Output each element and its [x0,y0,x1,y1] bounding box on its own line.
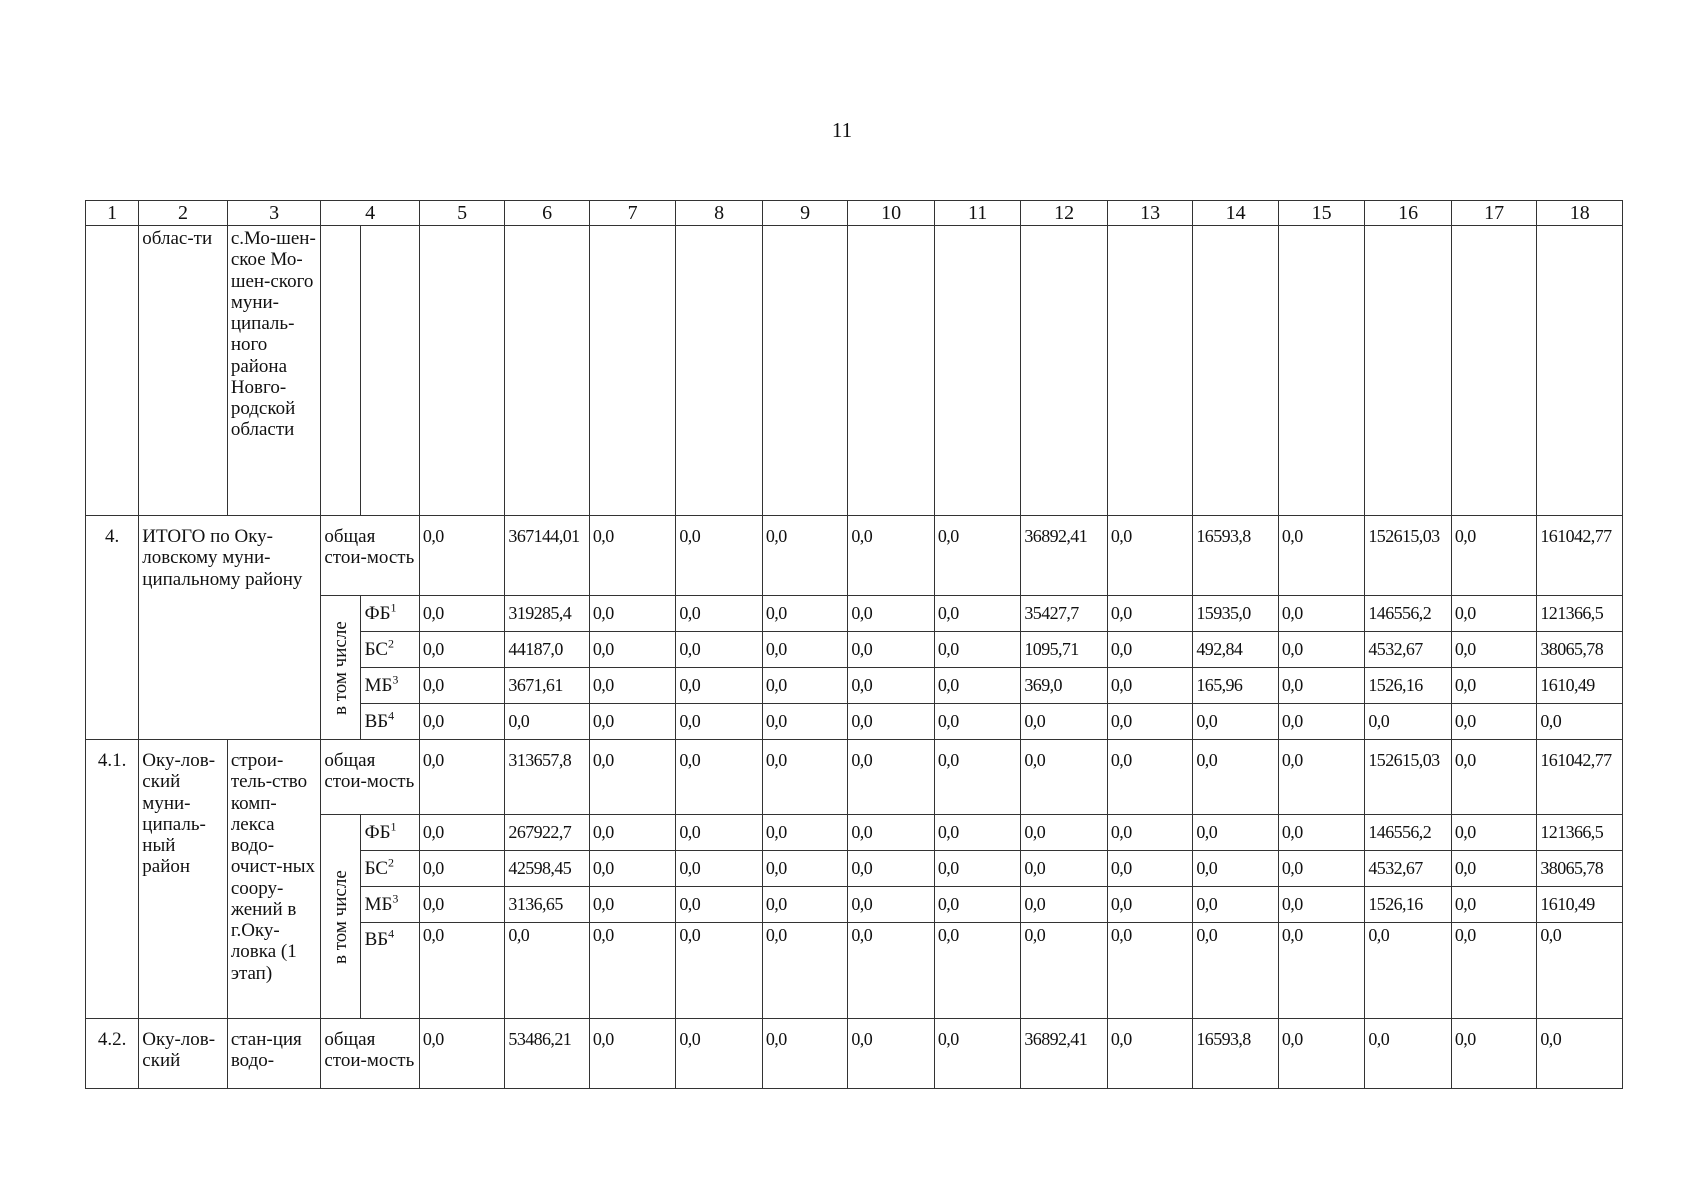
column-header-6: 6 [505,201,589,226]
value-cell: 0,0 [1193,740,1279,815]
value-cell: 0,0 [676,887,763,923]
value-cell: 0,0 [1021,815,1108,851]
column-header-9: 9 [762,201,848,226]
value-cell: 0,0 [505,923,589,1019]
fund-label-wrap [364,672,399,696]
value-cell: 42598,45 [505,851,589,887]
value-cell: 0,0 [676,596,763,632]
value-cell: 0,0 [1021,887,1108,923]
value-cell: 44187,0 [505,632,589,668]
value-cell: 4532,67 [1365,632,1452,668]
header-row [86,201,1623,226]
value-cell: 1610,49 [1537,668,1623,704]
column-header-2: 2 [139,201,228,226]
value-cell: 0,0 [1537,1019,1623,1089]
table-cell [505,226,589,516]
value-cell: 0,0 [589,704,676,740]
value-cell: 1526,16 [1365,668,1452,704]
section-total-row [86,516,1623,596]
value-cell: 0,0 [1107,516,1193,596]
value-cell: 0,0 [1537,704,1623,740]
column-header-7: 7 [589,201,676,226]
value-cell: 36892,41 [1021,516,1108,596]
value-cell: 0,0 [848,740,935,815]
value-cell: 313657,8 [505,740,589,815]
column-header-13: 13 [1107,201,1193,226]
value-cell: 0,0 [676,923,763,1019]
fund-footnote: 2 [388,636,395,651]
value-cell: 0,0 [848,516,935,596]
fund-label-wrap [364,708,395,732]
fund-footnote: 3 [392,891,399,906]
value-cell: 0,0 [1107,1019,1193,1089]
value-cell: 0,0 [676,815,763,851]
value-cell: 0,0 [1451,632,1537,668]
column-header-15: 15 [1278,201,1365,226]
value-cell: 0,0 [1365,1019,1452,1089]
section-number: 4. [86,516,139,740]
value-cell: 0,0 [1021,851,1108,887]
value-cell: 0,0 [419,516,505,596]
table-cell [1278,226,1365,516]
table-cell [1365,226,1452,516]
fund-label [360,923,419,1019]
value-cell: 0,0 [419,704,505,740]
total-cost-label: общая стои-мость [321,1019,420,1089]
group-label-vertical: в том числе [321,815,360,1019]
value-cell: 0,0 [848,923,935,1019]
value-cell: 0,0 [589,887,676,923]
value-cell: 0,0 [934,632,1021,668]
value-cell: 0,0 [762,668,848,704]
fund-name: БС [364,857,389,879]
value-cell: 0,0 [1278,704,1365,740]
column-header-1: 1 [86,201,139,226]
value-cell: 0,0 [1451,815,1537,851]
value-cell: 0,0 [676,704,763,740]
value-cell: 0,0 [1451,923,1537,1019]
fund-label-wrap [364,855,395,879]
column-header-18: 18 [1537,201,1623,226]
value-cell: 0,0 [589,516,676,596]
value-cell: 0,0 [1278,1019,1365,1089]
value-cell: 0,0 [419,632,505,668]
section-title: ИТОГО по Оку-ловскому муни-ципальному району [139,516,321,740]
value-cell: 0,0 [419,923,505,1019]
continuation-row [86,226,1623,516]
value-cell: 0,0 [1193,887,1279,923]
fund-name: ВБ [364,929,389,950]
page-number: 11 [831,118,853,142]
fund-label [360,887,419,923]
table-cell [419,226,505,516]
value-cell: 0,0 [934,923,1021,1019]
value-cell: 0,0 [1193,815,1279,851]
value-cell: 319285,4 [505,596,589,632]
value-cell: 16593,8 [1193,1019,1279,1089]
value-cell: 0,0 [589,923,676,1019]
value-cell: 0,0 [419,740,505,815]
value-cell: 0,0 [589,851,676,887]
table-cell [1107,226,1193,516]
fund-label-wrap [364,891,399,915]
cell-group [321,226,360,516]
value-cell: 0,0 [1451,516,1537,596]
fund-label [360,668,419,704]
value-cell: 0,0 [676,668,763,704]
value-cell: 0,0 [934,668,1021,704]
value-cell: 0,0 [934,1019,1021,1089]
section-object: стан-ция водо- [227,1019,321,1089]
fund-footnote: 1 [390,600,397,615]
value-cell: 1526,16 [1365,887,1452,923]
value-cell: 0,0 [762,1019,848,1089]
financing-table [85,200,1623,1089]
fund-name: ФБ [364,602,391,624]
value-cell: 0,0 [762,851,848,887]
table-cell [1021,226,1108,516]
value-cell: 0,0 [848,851,935,887]
value-cell: 0,0 [1193,851,1279,887]
value-cell: 0,0 [1107,668,1193,704]
value-cell: 0,0 [1193,704,1279,740]
value-cell: 15935,0 [1193,596,1279,632]
value-cell: 0,0 [1107,815,1193,851]
value-cell: 146556,2 [1365,815,1452,851]
value-cell: 0,0 [762,815,848,851]
value-cell: 0,0 [762,632,848,668]
table-cell [1193,226,1279,516]
table-cell [934,226,1021,516]
value-cell: 152615,03 [1365,516,1452,596]
value-cell: 0,0 [589,740,676,815]
value-cell: 0,0 [934,596,1021,632]
value-cell: 0,0 [1451,887,1537,923]
value-cell: 267922,7 [505,815,589,851]
cell-num [86,226,139,516]
value-cell: 1610,49 [1537,887,1623,923]
fund-label [360,851,419,887]
fund-footnote: 1 [390,819,397,834]
value-cell: 0,0 [589,632,676,668]
value-cell: 0,0 [1107,596,1193,632]
value-cell: 3671,61 [505,668,589,704]
value-cell: 0,0 [505,704,589,740]
value-cell: 0,0 [848,632,935,668]
section-total-row [86,740,1623,815]
value-cell: 161042,77 [1537,516,1623,596]
value-cell: 0,0 [419,1019,505,1089]
fund-label-wrap [364,600,397,624]
table-cell [848,226,935,516]
value-cell: 0,0 [676,632,763,668]
column-header-11: 11 [934,201,1021,226]
value-cell: 0,0 [848,596,935,632]
value-cell: 0,0 [676,516,763,596]
column-header-17: 17 [1451,201,1537,226]
value-cell: 0,0 [762,740,848,815]
value-cell: 0,0 [1193,923,1279,1019]
value-cell: 0,0 [934,516,1021,596]
value-cell: 0,0 [419,815,505,851]
value-cell: 0,0 [848,887,935,923]
table-cell [762,226,848,516]
value-cell: 0,0 [1451,668,1537,704]
table-cell [589,226,676,516]
value-cell: 0,0 [1107,887,1193,923]
value-cell: 0,0 [419,851,505,887]
column-header-12: 12 [1021,201,1108,226]
value-cell: 0,0 [1278,851,1365,887]
fund-label [360,704,419,740]
value-cell: 38065,78 [1537,632,1623,668]
value-cell: 146556,2 [1365,596,1452,632]
value-cell: 0,0 [848,1019,935,1089]
value-cell: 3136,65 [505,887,589,923]
value-cell: 0,0 [1451,851,1537,887]
value-cell: 0,0 [1278,887,1365,923]
value-cell: 0,0 [419,596,505,632]
fund-label [360,632,419,668]
value-cell: 0,0 [1107,851,1193,887]
column-header-16: 16 [1365,201,1452,226]
table-cell [676,226,763,516]
value-cell: 53486,21 [505,1019,589,1089]
value-cell: 0,0 [1365,923,1452,1019]
value-cell: 0,0 [934,851,1021,887]
value-cell: 0,0 [1107,740,1193,815]
value-cell: 0,0 [419,668,505,704]
total-cost-label: общая стои-мость [321,516,420,596]
fund-footnote: 4 [388,708,395,723]
value-cell: 0,0 [589,1019,676,1089]
fund-label-wrap [364,636,395,660]
value-cell: 369,0 [1021,668,1108,704]
section-number: 4.2. [86,1019,139,1089]
value-cell: 0,0 [1451,704,1537,740]
fund-name: МБ [364,893,393,915]
value-cell: 0,0 [589,596,676,632]
fund-label-wrap [364,819,397,843]
column-header-8: 8 [676,201,763,226]
value-cell: 0,0 [762,704,848,740]
column-header-3: 3 [227,201,321,226]
value-cell: 0,0 [1451,740,1537,815]
value-cell: 0,0 [1537,923,1623,1019]
total-cost-label: общая стои-мость [321,740,420,815]
value-cell: 0,0 [762,596,848,632]
value-cell: 0,0 [762,923,848,1019]
column-header-4: 4 [321,201,420,226]
value-cell: 121366,5 [1537,815,1623,851]
table-cell [1451,226,1537,516]
fund-name: БС [364,638,389,660]
section-recipient: Оку-лов-ский муни-ципаль-ный район [139,740,228,1019]
value-cell: 0,0 [762,887,848,923]
value-cell: 0,0 [934,815,1021,851]
fund-name: ВБ [364,710,389,732]
value-cell: 0,0 [848,815,935,851]
fund-name: МБ [364,674,393,696]
value-cell: 0,0 [676,1019,763,1089]
value-cell: 0,0 [676,851,763,887]
value-cell: 36892,41 [1021,1019,1108,1089]
value-cell: 0,0 [934,740,1021,815]
fund-label-wrap [364,926,395,950]
value-cell: 0,0 [1021,704,1108,740]
column-header-14: 14 [1193,201,1279,226]
fund-name: ФБ [364,821,391,843]
fund-label [360,815,419,851]
value-cell: 0,0 [1278,740,1365,815]
value-cell: 152615,03 [1365,740,1452,815]
value-cell: 0,0 [676,740,763,815]
value-cell: 0,0 [1107,704,1193,740]
value-cell: 0,0 [848,704,935,740]
value-cell: 161042,77 [1537,740,1623,815]
value-cell: 0,0 [589,668,676,704]
value-cell: 1095,71 [1021,632,1108,668]
value-cell: 0,0 [1278,815,1365,851]
value-cell: 0,0 [1278,596,1365,632]
value-cell: 0,0 [1107,923,1193,1019]
section-object: строи-тель-ство комп-лекса водо-очист-ных соору-жений в г.Оку-ловка (1 этап) [227,740,321,1019]
section-number: 4.1. [86,740,139,1019]
value-cell: 0,0 [1451,1019,1537,1089]
value-cell: 35427,7 [1021,596,1108,632]
value-cell: 0,0 [848,668,935,704]
cell-recipient: облас-ти [139,226,228,516]
value-cell: 4532,67 [1365,851,1452,887]
column-header-5: 5 [419,201,505,226]
table-cell [1537,226,1623,516]
value-cell: 0,0 [1278,923,1365,1019]
value-cell: 0,0 [1107,632,1193,668]
value-cell: 0,0 [934,887,1021,923]
value-cell: 0,0 [589,815,676,851]
value-cell: 16593,8 [1193,516,1279,596]
cell-fund [360,226,419,516]
fund-footnote: 3 [392,672,399,687]
group-label-vertical: в том числе [321,596,360,740]
section-total-row [86,1019,1623,1089]
cell-object: с.Мо-шен-ское Мо-шен-ского муни-ципаль-ного района Новго-родской области [227,226,321,516]
value-cell: 367144,01 [505,516,589,596]
value-cell: 0,0 [1278,632,1365,668]
value-cell: 492,84 [1193,632,1279,668]
value-cell: 0,0 [762,516,848,596]
value-cell: 165,96 [1193,668,1279,704]
value-cell: 0,0 [934,704,1021,740]
value-cell: 0,0 [419,887,505,923]
section-recipient: Оку-лов-ский [139,1019,228,1089]
value-cell: 0,0 [1278,668,1365,704]
value-cell: 0,0 [1365,704,1452,740]
table-body [86,201,1623,1089]
value-cell: 0,0 [1451,596,1537,632]
fund-footnote: 4 [388,926,395,941]
fund-footnote: 2 [388,855,395,870]
value-cell: 0,0 [1278,516,1365,596]
column-header-10: 10 [848,201,935,226]
value-cell: 121366,5 [1537,596,1623,632]
value-cell: 0,0 [1021,923,1108,1019]
value-cell: 0,0 [1021,740,1108,815]
fund-label [360,596,419,632]
value-cell: 38065,78 [1537,851,1623,887]
